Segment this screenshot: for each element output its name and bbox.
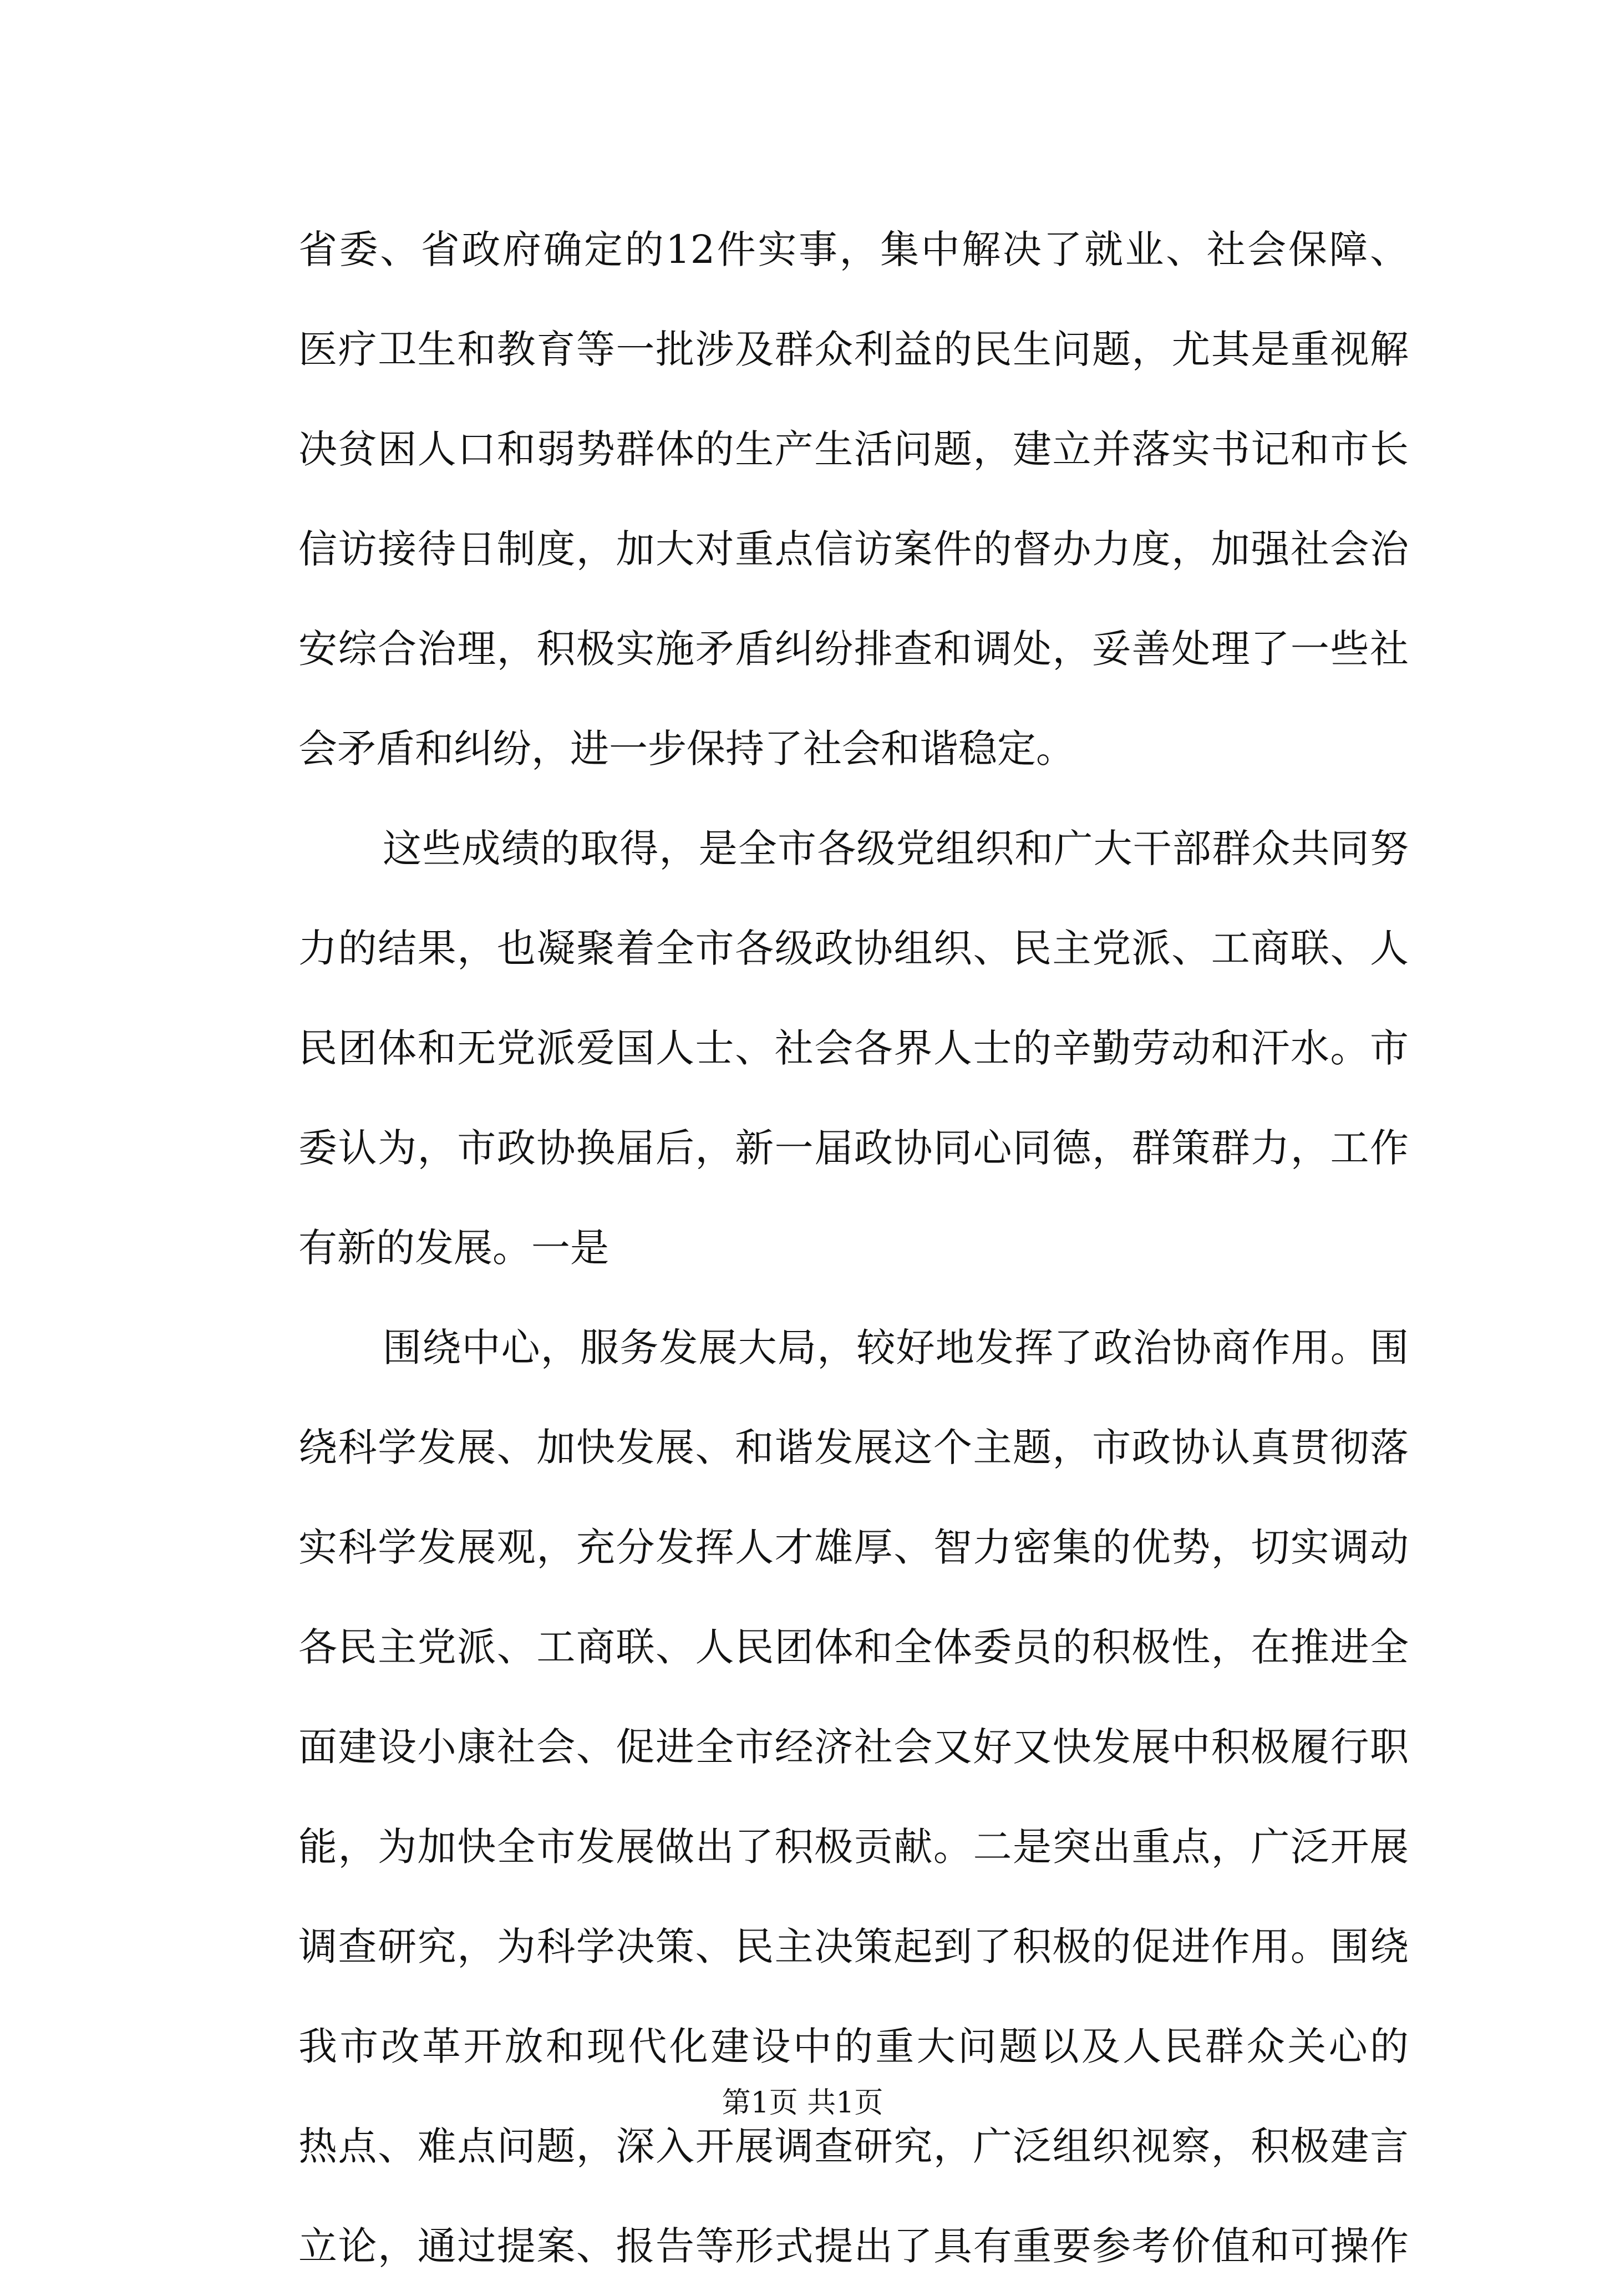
text-line: 信访接待日制度，加大对重点信访案件的督办力度，加强社会治 [298, 526, 1409, 572]
text-line: 立论，通过提案、报告等形式提出了具有重要参考价值和可操作 [298, 2223, 1409, 2269]
text-line: 委认为，市政协换届后，新一届政协同心同德，群策群力，工作 [298, 1125, 1409, 1171]
text-line: 热点、难点问题，深入开展调查研究，广泛组织视察，积极建言 [298, 2124, 1409, 2169]
text-line: 面建设小康社会、促进全市经济社会又好又快发展中积极履行职 [298, 1724, 1409, 1770]
text-line: 实科学发展观，充分发挥人才雄厚、智力密集的优势，切实调动 [298, 1525, 1409, 1570]
text-line: 这些成绩的取得，是全市各级党组织和广大干部群众共同努 [383, 826, 1409, 871]
text-line: 调查研究，为科学决策、民主决策起到了积极的促进作用。围绕 [298, 1924, 1409, 1969]
text-line: 各民主党派、工商联、人民团体和全体委员的积极性，在推进全 [298, 1624, 1409, 1670]
text-line: 安综合治理，积极实施矛盾纠纷排查和调处，妥善处理了一些社 [298, 626, 1409, 672]
text-line: 决贫困人口和弱势群体的生产生活问题，建立并落实书记和市长 [298, 426, 1409, 472]
text-line: 绕科学发展、加快发展、和谐发展这个主题，市政协认真贯彻落 [298, 1425, 1409, 1470]
text-line: 民团体和无党派爱国人士、社会各界人士的辛勤劳动和汗水。市 [298, 1025, 1409, 1071]
page-footer: 第1页 共1页 [722, 2086, 883, 2120]
text-line: 省委、省政府确定的12件实事，集中解决了就业、社会保障、 [298, 227, 1409, 272]
text-line: 围绕中心，服务发展大局，较好地发挥了政治协商作用。围 [383, 1325, 1409, 1370]
text-line: 会矛盾和纠纷，进一步保持了社会和谐稳定。 [298, 726, 1075, 771]
text-line: 有新的发展。一是 [298, 1225, 609, 1271]
text-line: 我市改革开放和现代化建设中的重大问题以及人民群众关心的 [298, 2024, 1409, 2069]
text-line: 力的结果，也凝聚着全市各级政协组织、民主党派、工商联、人 [298, 926, 1409, 971]
text-line: 医疗卫生和教育等一批涉及群众利益的民生问题，尤其是重视解 [298, 327, 1409, 372]
text-line: 能，为加快全市发展做出了积极贡献。二是突出重点，广泛开展 [298, 1824, 1409, 1870]
